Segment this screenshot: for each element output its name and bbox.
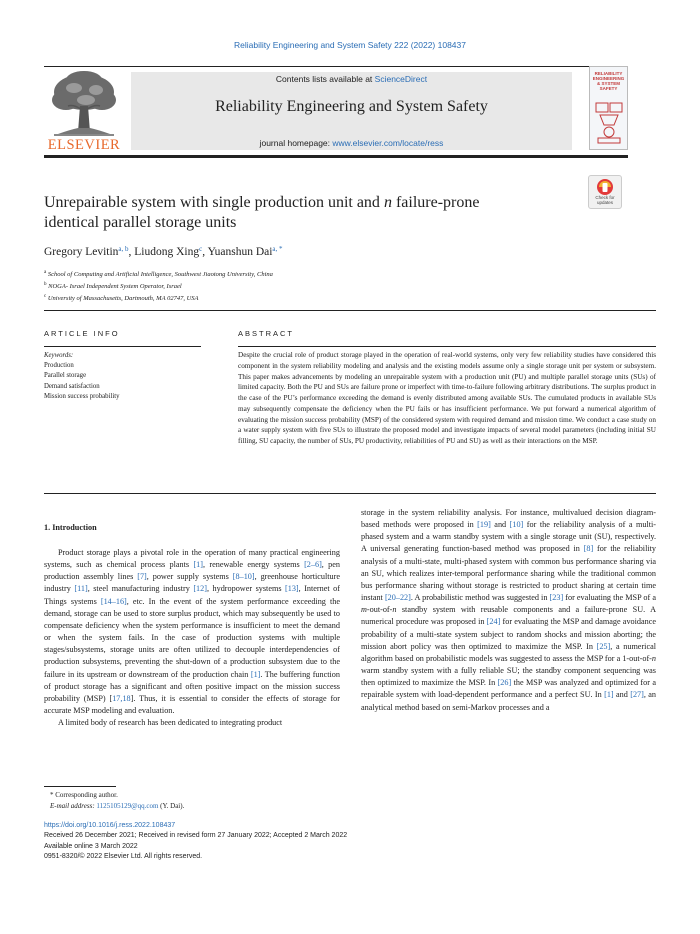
top-divider xyxy=(44,66,628,67)
header-divider xyxy=(44,155,628,158)
author-name[interactable]: Liudong Xing xyxy=(134,246,200,258)
citation-link[interactable]: [11] xyxy=(74,584,88,594)
citation-link[interactable]: [26] xyxy=(497,678,512,688)
journal-cover-thumbnail[interactable] xyxy=(589,66,628,150)
citation-link[interactable]: [10] xyxy=(509,520,524,530)
affiliation-list xyxy=(44,268,444,304)
citation-link[interactable]: [24] xyxy=(486,617,501,627)
footnote: * Corresponding author. E-mail address: 1125105129@qq.com (Y. Dai). xyxy=(50,791,185,810)
affiliation-item: $^a$ School of Computing and Artificial Intelligence, Southwest Jiaotong University, China xyxy=(44,270,273,278)
copyright: 0951-8320/© 2022 Elsevier Ltd. All rights reserved. xyxy=(44,853,203,861)
doi-link[interactable]: https://doi.org/10.1016/j.ress.2022.108437 xyxy=(44,822,176,829)
cover-illustration-icon xyxy=(594,101,624,145)
sciencedirect-link[interactable]: ScienceDirect xyxy=(374,74,428,84)
citation-link[interactable]: [23] xyxy=(549,593,564,603)
introduction-heading: 1. Introduction xyxy=(44,523,97,532)
keywords-block xyxy=(44,351,201,402)
online-date: Available online 3 March 2022 xyxy=(44,842,138,850)
article-info-heading: ARTICLE INFO xyxy=(44,329,120,338)
author-affiliation-marker[interactable]: a, * xyxy=(272,245,283,253)
abstract-text: Despite the crucial role of product storage played in the operation of real-world systems, only very few reliability studies have considered this component in the system reliability modeling and analysis and the existing models assume only a single storage unit per system or subsystem. This paper makes advancements by modeling an unrepairable system with a production unit (PU) and multiple parallel storage units (SUs) of limited capacity. Both the PU and SUs are failure prone or imperfect with time-to-failure following arbitrary distributions. The surplus product in the case of the PU’s performance exceeding the demand is evenly distributed among available SUs. The cumulated products in available SUs may subsequently compensate the deficiency when the PU fails or has insufficient performance. We put forward a numerical algorithm of evaluating the mission success probability (MSP) of the considered system with required demand and mission time. We conduct a case study on a water supply system with five SUs to illustrate the proposed model and investigate impacts of several model parameters (including initial SU filling, SU capacity, the number of SUs, PU productivity, reliabilities of PU and SU) as well as their interactions on the MSP. xyxy=(238,351,656,445)
keyword-item: Parallel storage xyxy=(44,372,87,380)
author-name[interactable]: Gregory Levitin xyxy=(44,246,119,258)
author-list: Gregory Levitin$^{a, b}$, Liudong Xing$^c$, Yuanshun Dai$^{a, *}$ xyxy=(44,245,283,258)
introduction-paragraph-continued: storage in the system reliability analysis. For instance, multivalued decision diagram-based methods were proposed in [19] and [10] for the reliability analysis of a multi-phased system and a warm standby system with a single storage unit (SU), respectively. A universal generating function-based method was proposed in [8] for the reliability analysis of a multi-state, multi-phased system with common bus performance sharing via an SU, which realizes inter-temporal performance sharing while the traditional common bus performance sharing without storage is restricted to product sharing at certain time instant [20–22]. A probabilistic method was suggested in [23] for evaluating the MSP of a m-out-of-n standby system with reusable components and a failure-prone SU. A numerical procedure was proposed in [24] for evaluating the MSP and damage avoidance probability of a multi-state system subject to random shocks and mission aborting; the mission abort policy was then optimized to maximize the MSP. In [25], a numerical algorithm based on probabilistic models was suggested to assess the MSP for a 1-out-of-n warm standby system with a fully reliable SU; the standby component sequencing was then optimized to maximize the MSP. In [26] the MSP was analyzed and optimized for a repairable system with load-dependent performance and a perfect SU. In [1] and [27], an analytical method based on semi-Markov processes and a xyxy=(361,508,657,712)
keyword-item: Demand satisfaction xyxy=(44,382,100,390)
article-title: Unrepairable system with single production unit and n failure-prone identical parallel storage units xyxy=(44,194,480,231)
footnote-divider xyxy=(44,786,116,787)
keyword-item: Mission success probability xyxy=(44,392,120,400)
journal-homepage-link[interactable]: www.elsevier.com/locate/ress xyxy=(332,138,444,148)
body-column-left xyxy=(44,547,340,729)
citation-link[interactable]: [14–16] xyxy=(100,596,127,606)
citation-link[interactable]: [8–10] xyxy=(232,572,255,582)
affiliation-item: $^b$ NOGA- Israel Independent System Operator, Israel xyxy=(44,282,182,290)
front-matter-divider xyxy=(44,310,656,311)
citation-link[interactable]: [8] xyxy=(583,544,594,554)
citation-link[interactable]: [12] xyxy=(193,584,207,594)
introduction-paragraph: Product storage plays a pivotal role in the operation of many practical engineering systems, such as chemical process plants [1], renewable energy systems [2–6], pen production assembly lines [7], power supply systems [8–10], greenhouse horticulture industry [11], steel manufacturing industry [12], hydropower systems [13], Internet of Things systems [14–16], etc. In the event of the system performance exceeding the demand, storage can be used to store surplus product, which may subsequently be used to compensate deficiency when the system performance is insufficient to meet the demand or when the system fails. In the case of production systems with multiple stages/subsystems, storage units are often utilized to decouple interdependencies of production subsystems, preventing the shut-down of a production subsystem due to the failure in its upstream or downstream of the production chain [1]. The buffering function of product storage has a significant and often positive impact on the mission success probability (MSP) [17,18]. Thus, it is essential to consider the effects of storage for accurate MSP modeling and evaluation. xyxy=(44,548,340,716)
citation-link[interactable]: [2–6] xyxy=(304,560,322,570)
citation-link[interactable]: 17,18 xyxy=(112,693,131,703)
citation-link[interactable]: [20–22] xyxy=(384,593,411,603)
journal-title: Reliability Engineering and System Safety xyxy=(215,98,488,115)
abstract-heading: ABSTRACT xyxy=(238,329,295,338)
citation-link[interactable]: [25] xyxy=(596,641,611,651)
abstract-divider xyxy=(238,346,656,347)
keywords-label: Keywords: xyxy=(44,352,74,359)
citation-link[interactable]: [1] xyxy=(193,560,203,570)
citation-link[interactable]: [7] xyxy=(137,572,147,582)
author-name[interactable]: Yuanshun Dai xyxy=(207,246,273,258)
body-divider xyxy=(44,493,656,494)
citation-link[interactable]: [1] xyxy=(604,690,614,700)
crossmark-icon xyxy=(589,177,621,197)
elsevier-wordmark: ELSEVIER xyxy=(47,137,121,153)
author-affiliation-marker[interactable]: a, b xyxy=(118,245,129,253)
body-column-right xyxy=(361,507,656,714)
author-email-link[interactable]: 1125105129@qq.com xyxy=(96,801,159,810)
journal-reference[interactable]: Reliability Engineering and System Safety 222 (2022) 108437 xyxy=(233,40,466,50)
citation-link[interactable]: [27] xyxy=(630,690,644,700)
italic-variable: n xyxy=(651,653,656,663)
introduction-paragraph: A limited body of research has been dedicated to integrating product xyxy=(58,718,283,728)
affiliation-item: $^c$ University of Massachusetts, Dartmouth, MA 02747, USA xyxy=(44,294,199,302)
keyword-item: Production xyxy=(44,362,74,370)
check-for-updates-label: Check for updates xyxy=(595,195,615,205)
citation-link[interactable]: [19] xyxy=(477,520,491,530)
elsevier-logo[interactable] xyxy=(44,70,124,154)
check-for-updates-button[interactable] xyxy=(588,175,622,209)
italic-variable: m xyxy=(361,605,367,615)
cover-title: RELIABILITY ENGINEERING & SYSTEM SAFETY xyxy=(592,71,625,91)
citation-link[interactable]: [13] xyxy=(285,584,299,594)
elsevier-tree-icon xyxy=(44,70,124,138)
article-metadata xyxy=(44,821,544,863)
received-dates: Received 26 December 2021; Received in revised form 27 January 2022; Accepted 2 March 2022 xyxy=(44,832,348,840)
article-info-divider xyxy=(44,346,201,347)
journal-homepage-line: journal homepage: www.elsevier.com/locate/ress xyxy=(259,138,444,148)
contents-line: Contents lists available at ScienceDirect xyxy=(275,74,428,84)
author-affiliation-marker[interactable]: c xyxy=(199,245,203,253)
italic-variable: n xyxy=(392,605,397,615)
citation-link[interactable]: [1] xyxy=(250,669,261,679)
